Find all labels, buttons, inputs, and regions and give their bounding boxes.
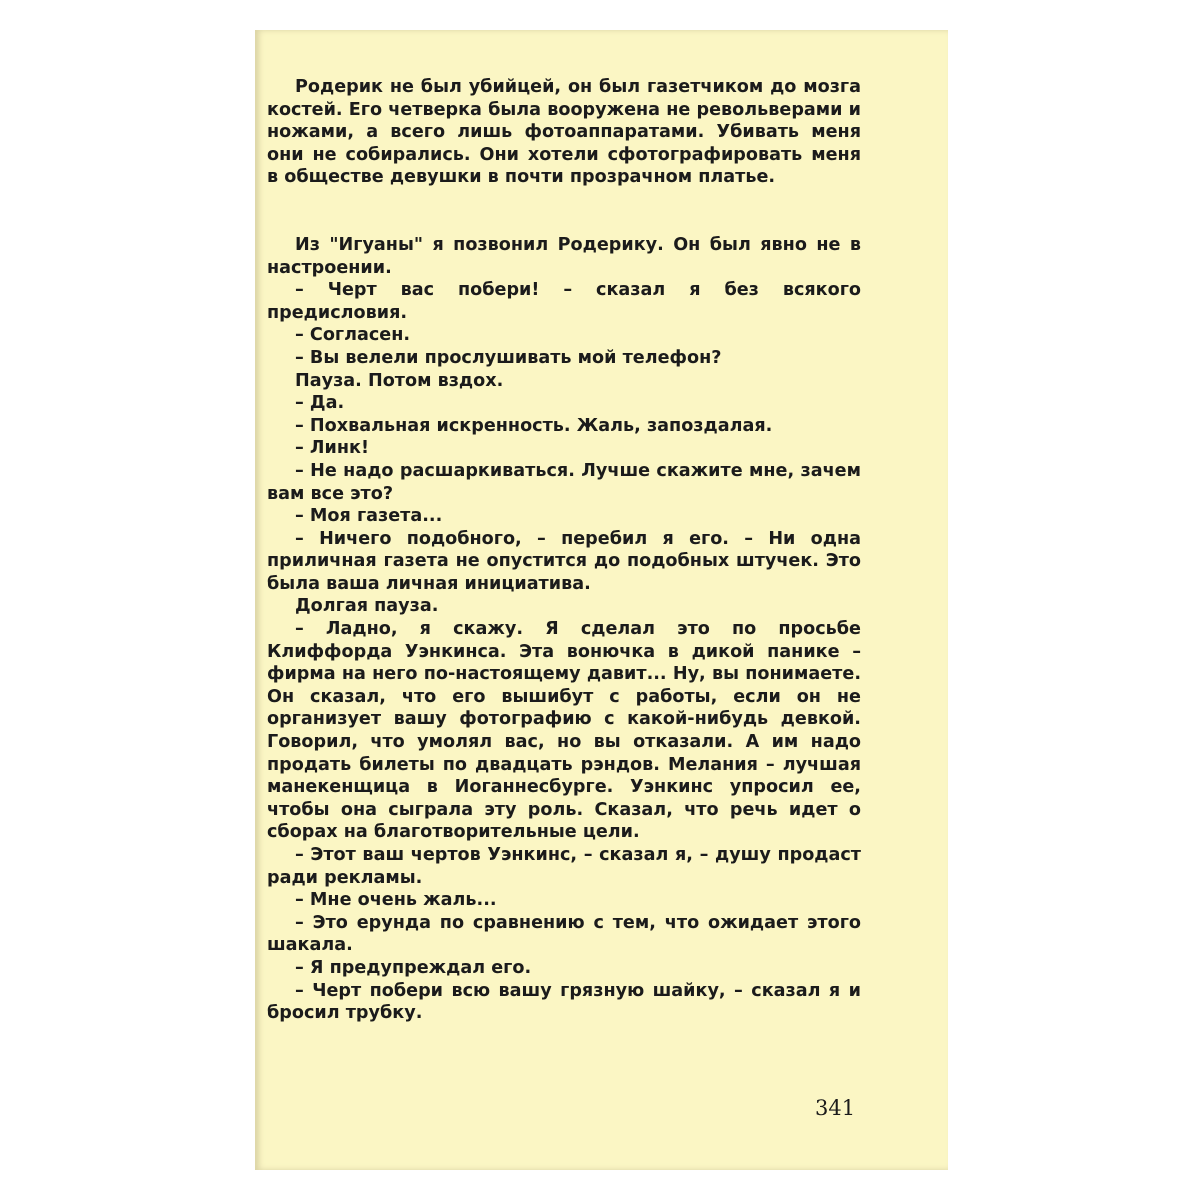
page-text xyxy=(267,76,861,1025)
paragraph: – Да. xyxy=(295,393,345,414)
paragraph: – Мне очень жаль... xyxy=(295,890,497,911)
paragraph: – Черт побери всю вашу грязную шайку, – сказал я и бросил трубку. xyxy=(267,980,861,1024)
paragraph: – Черт вас побери! – сказал я без всякого предисловия. xyxy=(267,280,861,323)
book-page xyxy=(255,30,948,1170)
paragraph: – Линк! xyxy=(295,438,369,459)
paragraph: Из "Игуаны" я позвонил Родерику. Он был явно не в настроении. xyxy=(267,234,861,278)
paragraph: – Ладно, я скажу. Я сделал это по просьбе Клиффорда Уэнкинса. Эта вонючка в дикой панике – фирма на него по-настоящему давит... Ну, вы понимаете. Он сказал, что его вышибут с работы, если он не организует вашу фотографию с какой-нибудь девкой. Говорил, что умолял вас, но вы отказали. А им надо продать билеты по двадцать рэндов. Мелания – лучшая манекенщица в Иоганнесбурге. Уэнкинс упросил ее, чтобы она сыграла эту роль. Сказал, что речь идет о сборах на благотворительные цели. xyxy=(267,619,861,843)
paragraph: – Не надо расшаркиваться. Лучше скажите мне, зачем вам все это? xyxy=(267,460,861,504)
paragraph: Родерик не был убийцей, он был газетчиком до мозга костей. Его четверка была вооружена не револьверами и ножами, а всего лишь фотоаппаратами. Убивать меня они не собирались. Они хотели сфотографировать меня в обществе девушки в почти прозрачном платье. xyxy=(267,77,861,188)
paragraph: – Моя газета... xyxy=(295,506,443,527)
paragraph: – Вы велели прослушивать мой телефон? xyxy=(295,347,722,368)
paragraph: Долгая пауза. xyxy=(295,596,439,617)
page-number: 341 xyxy=(815,1096,856,1120)
paragraph: – Согласен. xyxy=(295,325,411,346)
paragraph: – Ничего подобного, – перебил я его. – Ни одна приличная газета не опустится до подобных штучек. Это была ваша личная инициатива. xyxy=(267,528,861,594)
paragraph: – Похвальная искренность. Жаль, запоздалая. xyxy=(295,415,773,436)
paragraph: – Это ерунда по сравнению с тем, что ожидает этого шакала. xyxy=(267,912,861,956)
paragraph: – Я предупреждал его. xyxy=(295,957,532,978)
paragraph: – Этот ваш чертов Уэнкинс, – сказал я, – душу продаст ради рекламы. xyxy=(267,845,861,888)
paragraph: Пауза. Потом вздох. xyxy=(295,370,504,391)
